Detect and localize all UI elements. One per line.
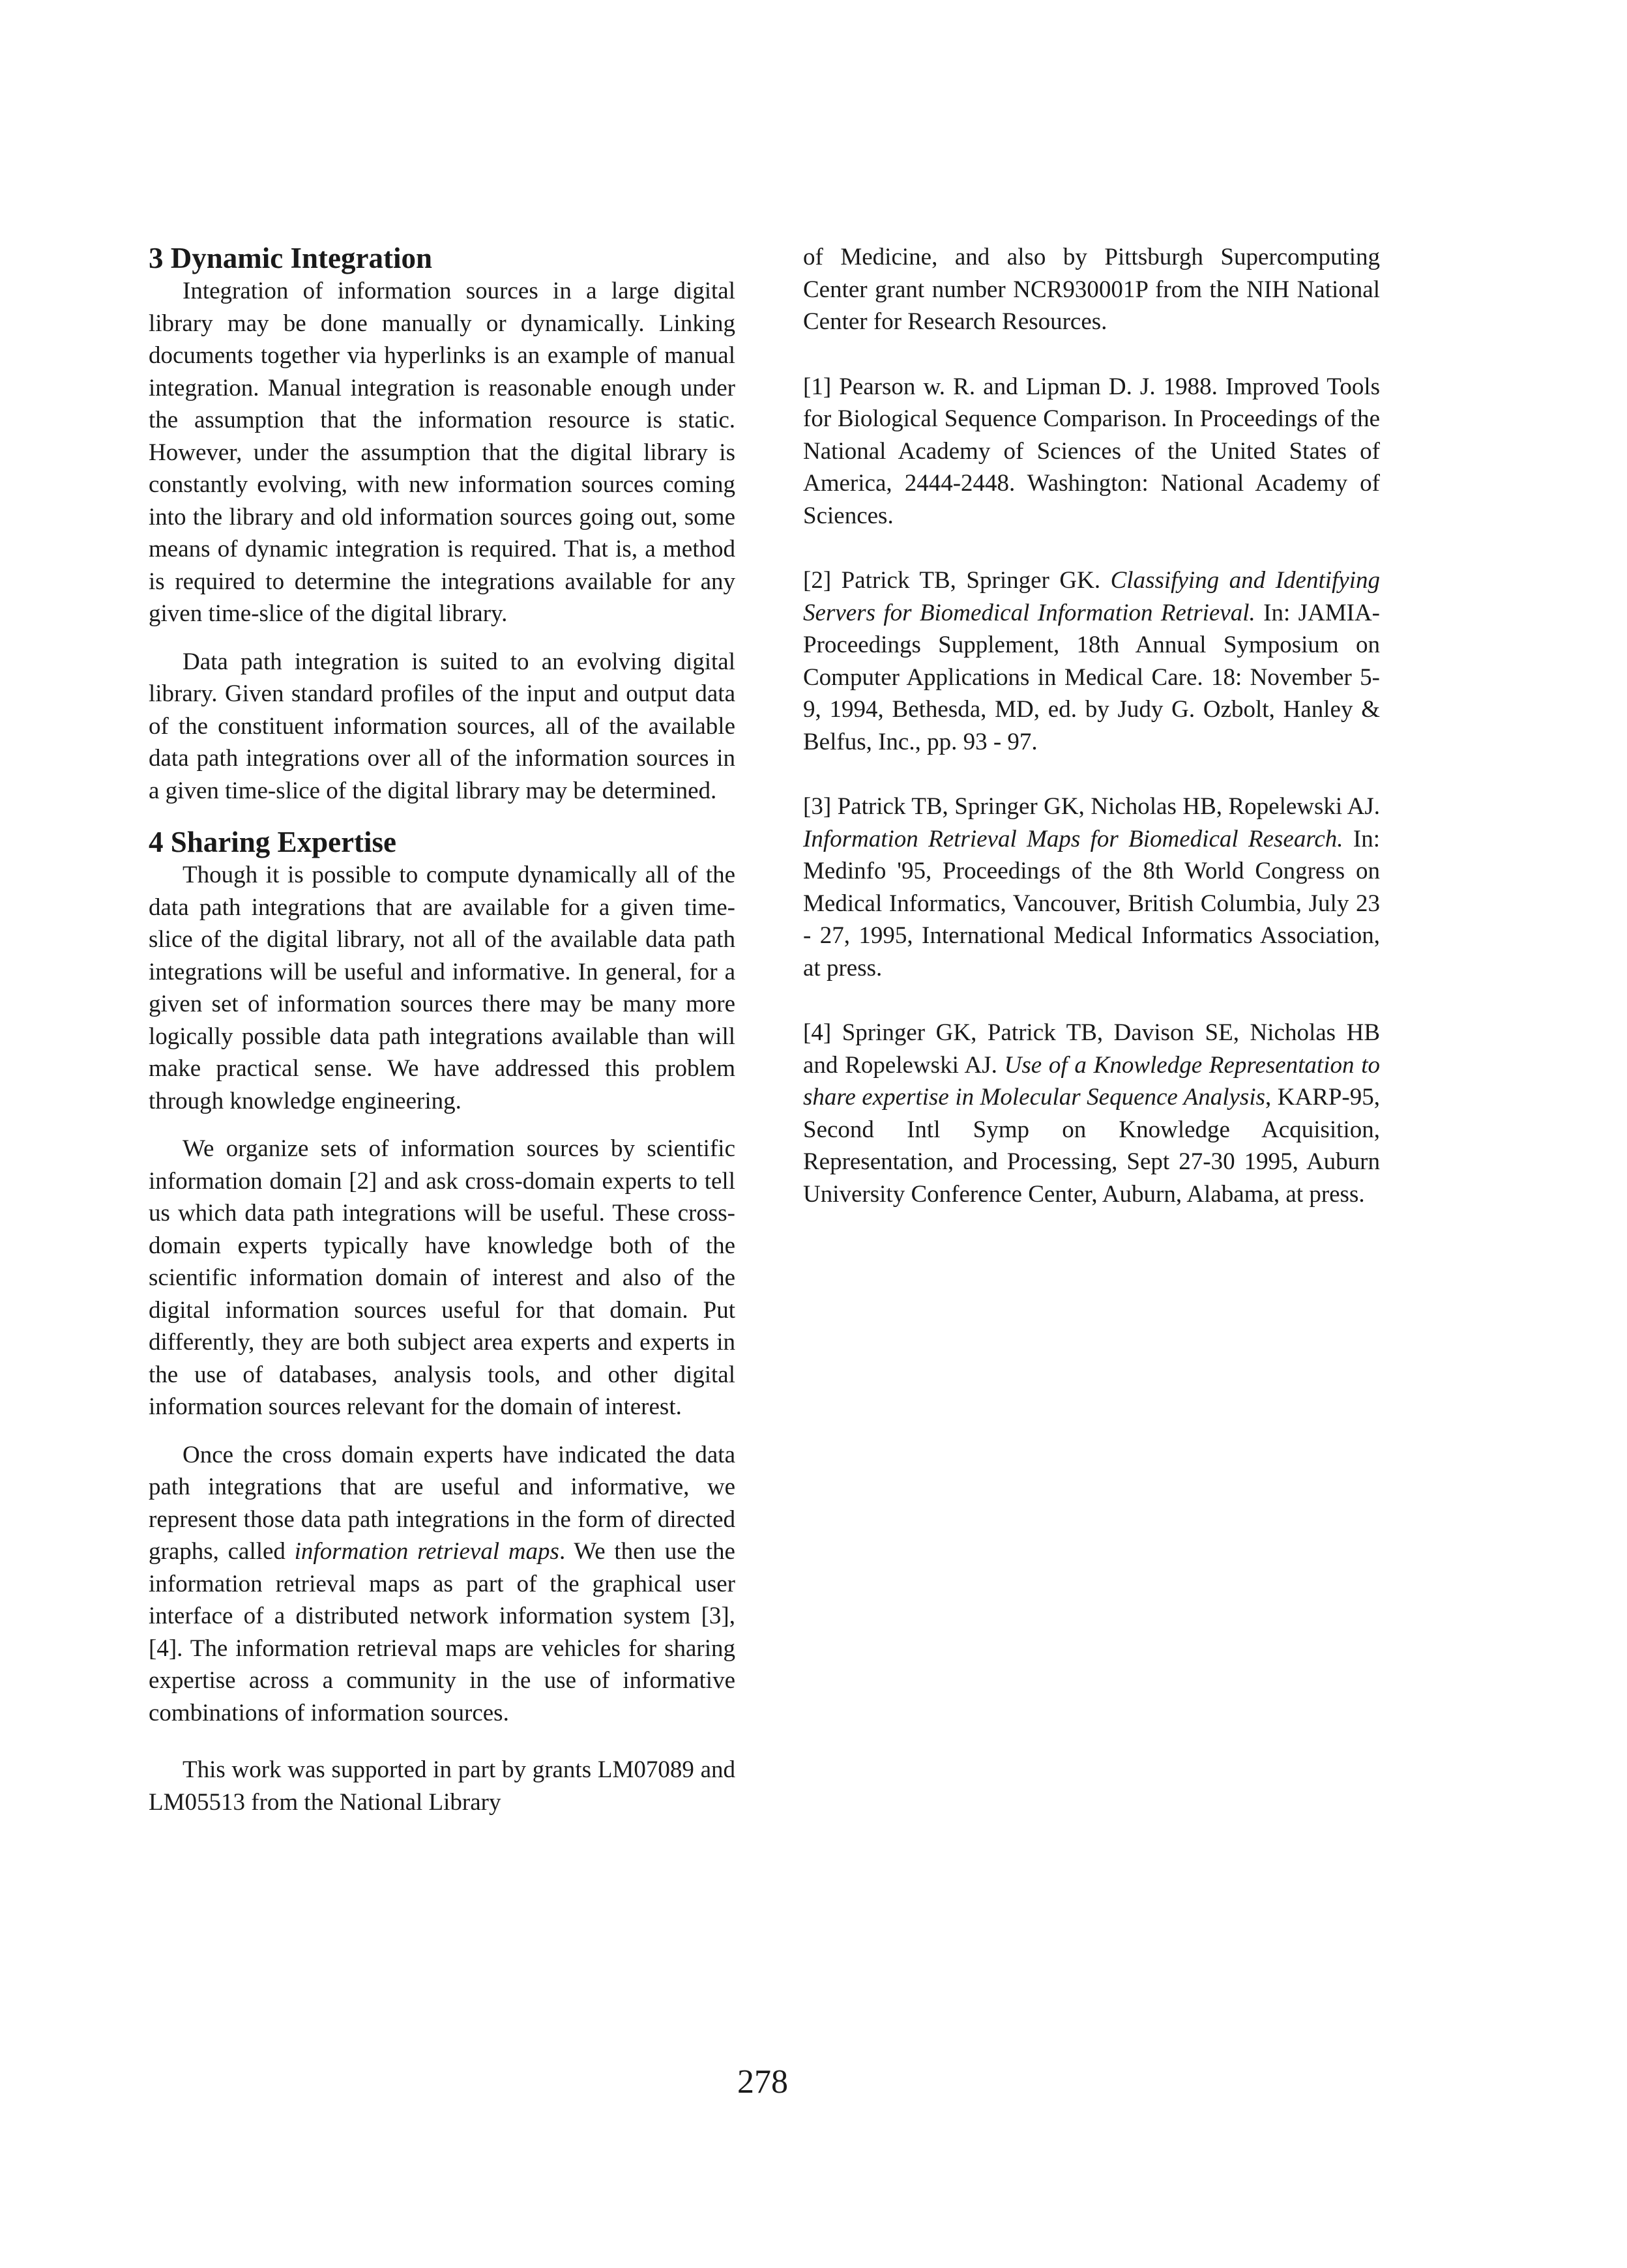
acknowledgement-left: This work was supported in part by grants LM07089 and LM05513 from the National Library xyxy=(149,1756,735,1816)
section-4-paragraph-1: Though it is possible to compute dynamically all of the data path integrations that are available for a given time-slice of the digital library, not all of the available data path integrations will be useful and informative. In general, for a given set of information sources there may be many more logically possible data path integrations available than will make practical sense. We have addressed this problem through knowledge engineering. xyxy=(149,862,735,1114)
reference-1: [1] Pearson w. R. and Lipman D. J. 1988. Improved Tools for Biological Sequence Comparison. In Proceedings of the National Academy of Sciences of the United States of America, 2444-2448. Washington: National Academy of Sciences. xyxy=(803,373,1380,529)
section-3-paragraph-1: Integration of information sources in a large digital library may be done manually or dynamically. Linking documents together via hyperlinks is an example of manual integration. Manual integration is reasonable enough under the assumption that the information resource is static. However, under the assumption that the digital library is constantly evolving, with new information sources coming into the library and old information sources going out, some means of dynamic integration is required. That is, a method is required to determine the integrations available for any given time-slice of the digital library. xyxy=(149,278,735,627)
section-4-paragraph-2: We organize sets of information sources by scientific information domain [2] and ask cross-domain experts to tell us which data path integrations will be useful. These cross-domain experts typically have knowledge both of the scientific information domain of interest and also of the digital information sources useful for that domain. Put differently, they are both subject area experts and experts in the use of databases, analysis tools, and other digital information sources relevant for the domain of interest. xyxy=(149,1135,735,1420)
section-4-paragraph-3: Once the cross domain experts have indicated the data path integrations that are useful and informative, we represent those data path integrations in the form of directed graphs, called information retrieval maps. We then use the information retrieval maps as part of the graphical user interface of a distributed network information system [3],[4]. The information retrieval maps are vehicles for sharing expertise across a community in the use of informative combinations of information sources. xyxy=(149,1441,735,1726)
section-4-heading: 4 Sharing Expertise xyxy=(149,826,397,858)
acknowledgement-right: of Medicine, and also by Pittsburgh Supercomputing Center grant number NCR930001P from the NIH National Center for Research Resources. xyxy=(803,244,1380,335)
reference-4: [4] Springer GK, Patrick TB, Davison SE, Nicholas HB and Ropelewski AJ. Use of a Knowledge Representation to share expertise in Molecular Sequence Analysis, KARP-95, Second Intl Symp on Knowledge Acquisition, Representation, and Processing, Sept 27-30 1995, Auburn University Conference Center, Auburn, Alabama, at press. xyxy=(803,1019,1380,1208)
left-column xyxy=(149,241,735,1818)
right-column xyxy=(803,241,1380,1243)
section-3-paragraph-2: Data path integration is suited to an evolving digital library. Given standard profiles of the input and output data of the constituent information sources, all of the available data path integrations over all of the information sources in a given time-slice of the digital library may be determined. xyxy=(149,648,735,804)
page-number: 278 xyxy=(737,2063,788,2101)
section-3-heading: 3 Dynamic Integration xyxy=(149,242,432,274)
reference-3: [3] Patrick TB, Springer GK, Nicholas HB, Ropelewski AJ. Information Retrieval Maps for Biomedical Research. In: Medinfo '95, Proceedings of the 8th World Congress on Medical Informatics, Vancouver, British Columbia, July 23 - 27, 1995, International Medical Informatics Association, at press. xyxy=(803,793,1380,981)
reference-2: [2] Patrick TB, Springer GK. Classifying and Identifying Servers for Biomedical Information Retrieval. In: JAMIA-Proceedings Supplement, 18th Annual Symposium on Computer Applications in Medical Care. 18: November 5-9, 1994, Bethesda, MD, ed. by Judy G. Ozbolt, Hanley & Belfus, Inc., pp. 93 - 97. xyxy=(803,567,1381,755)
